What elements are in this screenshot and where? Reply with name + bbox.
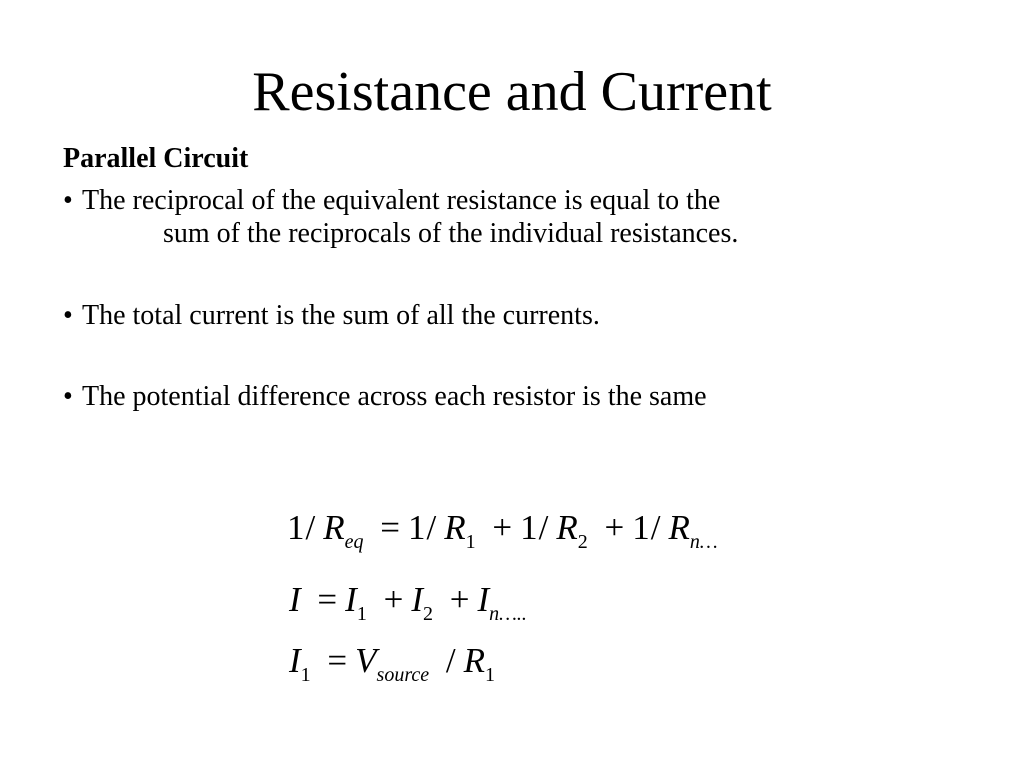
- slide-title: Resistance and Current: [252, 61, 772, 123]
- eq-variable: I: [477, 580, 490, 619]
- eq-operator: =: [317, 580, 338, 619]
- bullet-item-reciprocal-resistance: [63, 184, 738, 250]
- eq-slash: /: [538, 508, 549, 547]
- equation-branch-current: [289, 641, 495, 686]
- eq-term: 1: [287, 508, 305, 547]
- eq-subscript: source: [376, 664, 430, 686]
- bullet-text: The potential difference across each resistor is the same: [82, 381, 707, 412]
- bullet-item-total-current: [63, 299, 600, 332]
- eq-operator: +: [604, 508, 625, 547]
- eq-variable: I: [289, 641, 301, 680]
- eq-operator: +: [449, 580, 470, 619]
- eq-variable: I: [289, 580, 301, 619]
- bullet-marker: •: [63, 300, 73, 331]
- eq-slash: /: [426, 508, 437, 547]
- eq-operator: /: [445, 641, 456, 680]
- eq-subscript: 1: [485, 664, 495, 686]
- eq-subscript: n…: [689, 531, 718, 553]
- bullet-text: The total current is the sum of all the currents.: [82, 300, 600, 331]
- eq-variable: R: [463, 641, 485, 680]
- equation-equivalent-resistance: [287, 508, 718, 553]
- eq-subscript: 2: [422, 603, 433, 625]
- eq-subscript: n…..: [489, 603, 527, 625]
- eq-subscript: 2: [577, 531, 588, 553]
- eq-operator: +: [492, 508, 513, 547]
- eq-variable: R: [444, 508, 466, 547]
- eq-operator: =: [327, 641, 348, 680]
- eq-variable: V: [355, 641, 377, 680]
- eq-slash: /: [305, 508, 316, 547]
- eq-variable: R: [556, 508, 578, 547]
- equation-total-current: [289, 580, 527, 625]
- section-heading: Parallel Circuit: [63, 143, 249, 174]
- eq-variable: R: [323, 508, 345, 547]
- bullet-item-potential-difference: [63, 380, 707, 413]
- eq-subscript: 1: [465, 531, 476, 553]
- eq-variable: I: [411, 580, 423, 619]
- eq-variable: I: [345, 580, 357, 619]
- eq-term: 1: [632, 508, 650, 547]
- bullet-marker: •: [63, 381, 73, 412]
- eq-term: 1: [408, 508, 426, 547]
- eq-subscript: eq: [344, 531, 364, 553]
- eq-slash: /: [650, 508, 661, 547]
- bullet-marker: •: [63, 185, 73, 216]
- bullet-text-line-1: The reciprocal of the equivalent resistance is equal to the: [82, 185, 721, 216]
- eq-subscript: 1: [356, 603, 367, 625]
- bullet-text-line-2: sum of the reciprocals of the individual resistances.: [163, 218, 739, 249]
- eq-term: 1: [520, 508, 538, 547]
- eq-variable: R: [668, 508, 690, 547]
- eq-operator: +: [383, 580, 404, 619]
- eq-operator: =: [380, 508, 401, 547]
- eq-subscript: 1: [300, 664, 311, 686]
